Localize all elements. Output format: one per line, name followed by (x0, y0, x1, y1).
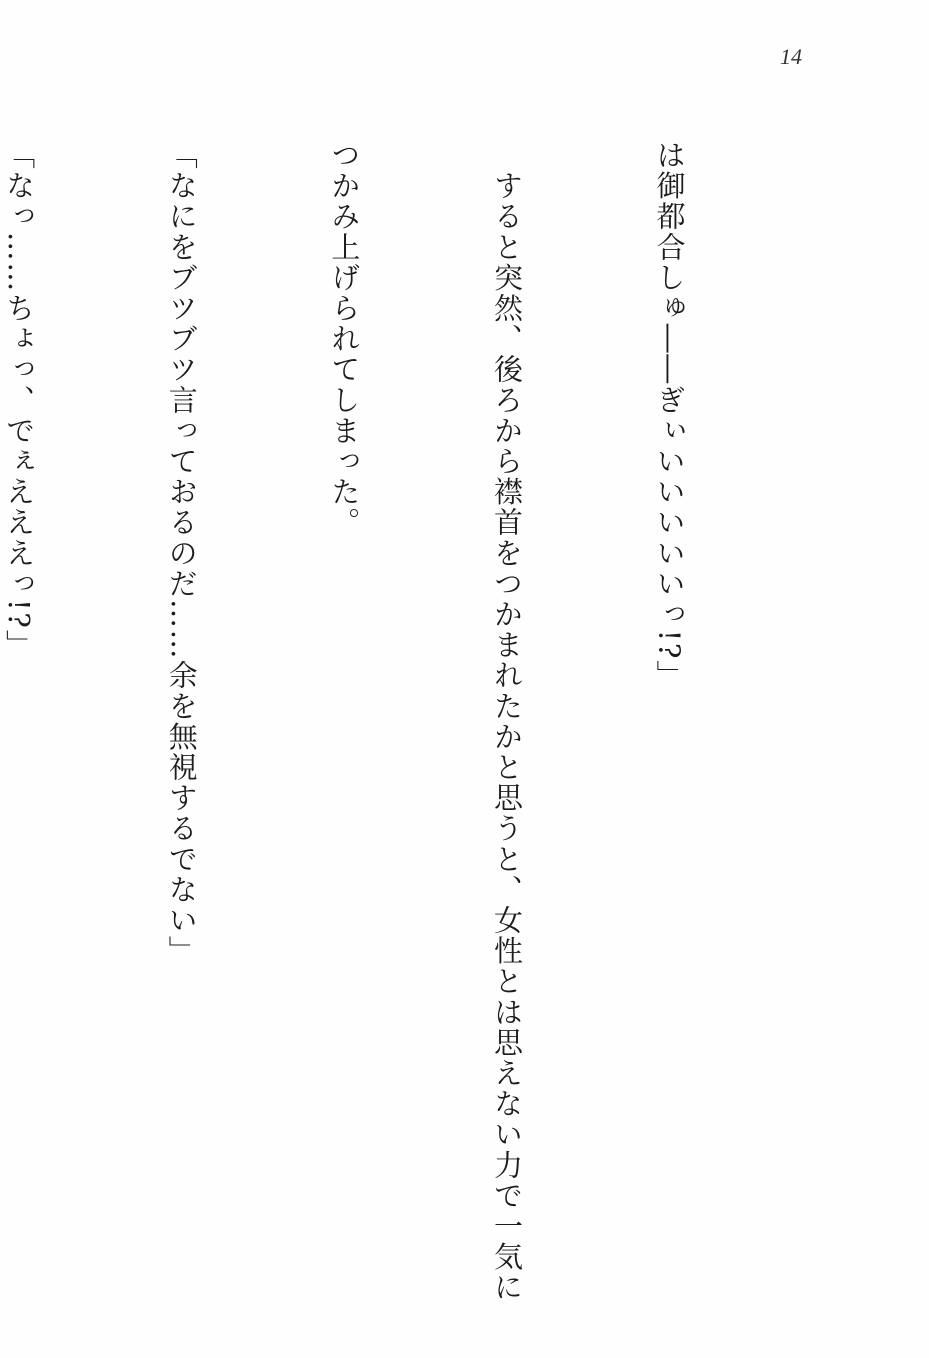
text-line: 「なっ……ちょっ、でぇえええっ!?」 (2, 140, 37, 661)
text-line: 「なにをブツブツ言っておるのだ……余を無視するでない」 (164, 140, 199, 967)
text-line: つかみ上げられてしまった。 (327, 140, 362, 538)
vertical-text-body (0, 140, 805, 1303)
page-number: 14 (780, 44, 802, 69)
text-line: すると突然、後ろから襟首をつかまれたかと思うと、女性とは思えない力で一気に (489, 140, 524, 1303)
text-line: は御都合しゅ――ぎぃいいいいいっ!?」 (652, 140, 687, 691)
